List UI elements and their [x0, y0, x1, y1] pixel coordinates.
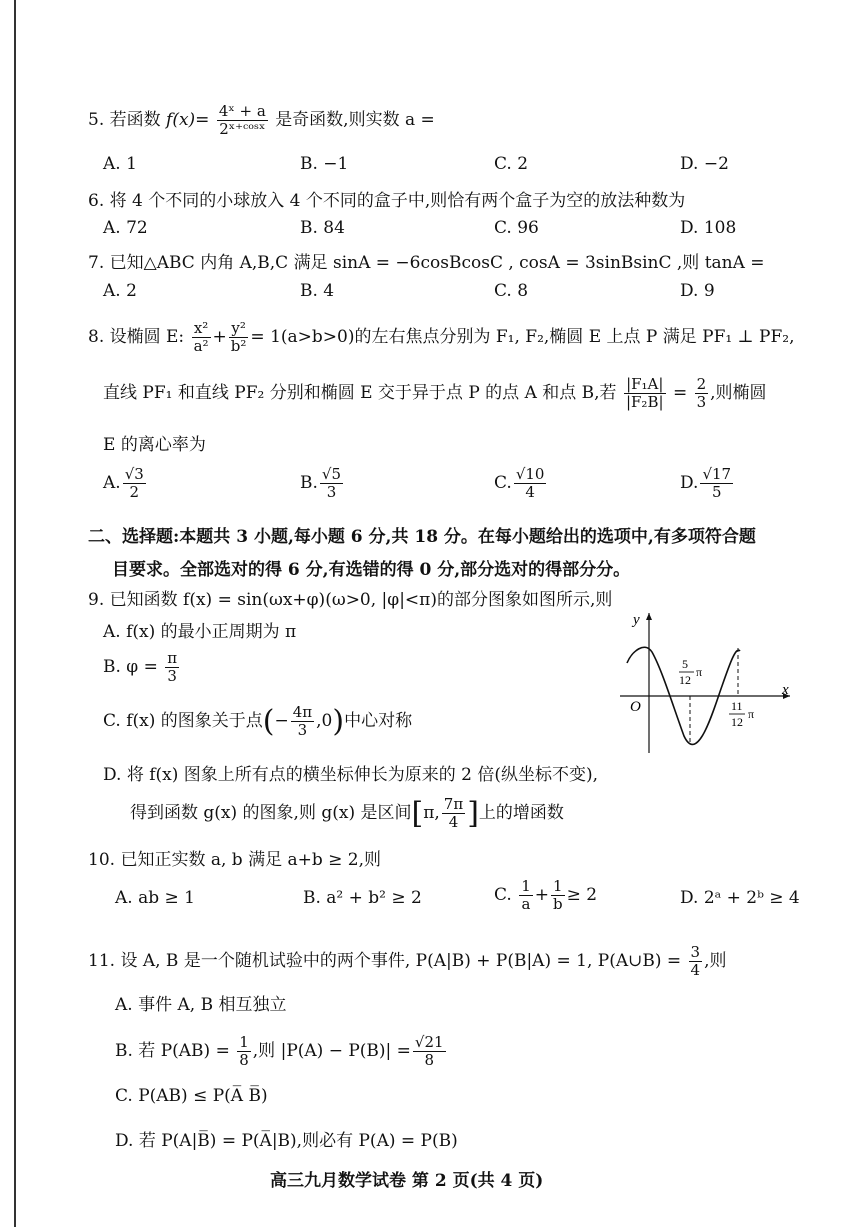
- q8-ratio-den: |F₂B|: [625, 393, 664, 411]
- q11-option-b: [115, 1034, 448, 1069]
- q9-option-c-den: 3: [297, 721, 308, 739]
- q8-stem-rest: = 1(a>b>0)的左右焦点分别为 F₁, F₂,椭圆 E 上点 P 满足 PF₁ ⊥ PF₂,: [250, 327, 795, 347]
- q7-option-a: A. 2: [103, 281, 137, 301]
- question-8-line2: [103, 376, 767, 411]
- q8-ratio-eq: =: [672, 383, 688, 403]
- q5-function: f(x)=: [166, 110, 210, 130]
- q10-option-c-plus: +: [534, 885, 550, 905]
- q11-option-a: A. 事件 A, B 相互独立: [115, 995, 287, 1015]
- q9-tick1-pi: π: [696, 665, 703, 679]
- q8-y-den: b²: [230, 337, 247, 355]
- q9-option-c: C. f(x) 的图象关于点(− $\frac{4\pi}{3}$ ,0)中心对称: [103, 703, 413, 739]
- q9-option-c-point: ,0: [316, 711, 333, 731]
- q7-option-b: B. 4: [300, 281, 335, 301]
- q10-option-c-rel: ≥ 2: [566, 885, 598, 905]
- q8-option-b-den: 3: [326, 483, 337, 501]
- q10-option-c-d1: a: [521, 895, 531, 913]
- q8-option-a-label: A.: [103, 473, 121, 493]
- q9-option-d-den: 4: [448, 813, 459, 831]
- section-2-heading-line1: 二、选择题:本题共 3 小题,每小题 6 分,共 18 分。在每小题给出的选项中,有多项符合题: [88, 527, 756, 547]
- q8-line2-text: 直线 PF₁ 和直线 PF₂ 分别和椭圆 E 交于异于点 P 的点 A 和点 B,若: [103, 383, 617, 403]
- page-edge-line: [14, 0, 16, 1227]
- q5-stem-prefix: 5. 若函数: [88, 110, 161, 130]
- q9-option-b-num: π: [167, 649, 178, 667]
- q9-option-b-den: 3: [167, 667, 177, 685]
- q8-option-c-label: C.: [494, 473, 512, 493]
- q9-sine-graph: [600, 608, 800, 758]
- q10-option-a: A. ab ≥ 1: [115, 888, 195, 908]
- q9-option-d-line1: D. 将 f(x) 图象上所有点的横坐标伸长为原来的 2 倍(纵坐标不变),: [103, 765, 599, 785]
- q6-option-d: D. 108: [680, 218, 737, 238]
- q9-tick1-den: 12: [679, 673, 691, 687]
- q8-ellipse-y-term: [229, 320, 249, 355]
- q6-option-c: C. 96: [494, 218, 539, 238]
- q7-option-c: C. 8: [494, 281, 529, 301]
- q8-y-num: y²: [229, 320, 249, 338]
- q9-option-c-text: C. f(x) 的图象关于点: [103, 711, 263, 731]
- q11-option-b-text: B. 若 P(AB) =: [115, 1041, 230, 1061]
- q5-option-d: D. −2: [680, 154, 729, 174]
- q11-stem-num: 3: [690, 943, 701, 961]
- q5-denominator: 2ˣ⁺ᶜᵒˢˣ: [219, 120, 266, 138]
- q10-option-c-label: C.: [494, 885, 512, 905]
- q8-x-den: a²: [193, 337, 209, 355]
- q11-option-b-mid: ,则 |P(A) − P(B)| =: [252, 1041, 411, 1061]
- q10-option-c: [494, 878, 597, 913]
- question-11-stem: [88, 944, 726, 979]
- q8-stem-prefix: 8. 设椭圆 E:: [88, 327, 185, 347]
- q9-x-label: x: [782, 682, 789, 698]
- q8-ellipse-x-term: [192, 320, 211, 355]
- q9-option-d-pi: π,: [423, 803, 440, 823]
- q8-ratio-value: [695, 376, 709, 411]
- q5-numerator: 4ˣ + a: [218, 102, 266, 120]
- question-6-stem: 6. 将 4 个不同的小球放入 4 个不同的盒子中,则恰有两个盒子为空的放法种数为: [88, 191, 686, 211]
- q9-y-label: y: [633, 612, 640, 628]
- q9-option-d-line2: 得到函数 g(x) 的图象,则 g(x) 是区间[π, $\frac{7\pi}{4}$ ]上的增函数: [130, 795, 564, 831]
- q11-stem-end: ,则: [704, 951, 727, 971]
- q11-option-c: C. P(AB) ≤ P(A̅ B̅): [115, 1086, 268, 1106]
- q9-option-b: [103, 650, 181, 685]
- q9-option-d-end: 上的增函数: [478, 803, 564, 823]
- q11-stem-den: 4: [690, 961, 701, 979]
- q9-tick1-num: 5: [682, 657, 688, 671]
- q9-tick2-pi: π: [748, 707, 755, 721]
- q8-line2-tail: ,则椭圆: [710, 383, 767, 403]
- q9-option-b-text: B. φ =: [103, 657, 158, 677]
- q9-tick2-den: 12: [731, 715, 743, 729]
- q8-option-d: [680, 466, 735, 501]
- q10-option-d: D. 2ᵃ + 2ᵇ ≥ 4: [680, 888, 800, 908]
- q7-option-d: D. 9: [680, 281, 715, 301]
- q8-ratio-value-num: 2: [696, 375, 707, 393]
- q9-option-c-end: 中心对称: [344, 711, 413, 731]
- q8-ratio-fraction: [624, 376, 666, 411]
- section-2-heading-line2: 目要求。全部选对的得 6 分,有选错的得 0 分,部分选对的得部分分。: [112, 560, 631, 580]
- q8-option-c-den: 4: [525, 483, 535, 501]
- page-footer: 高三九月数学试卷 第 2 页(共 4 页): [270, 1171, 544, 1191]
- q11-option-b-d2: 8: [424, 1051, 435, 1069]
- q5-stem-suffix: 是奇函数,则实数 a =: [275, 110, 435, 130]
- q10-option-c-n2: 1: [551, 878, 565, 896]
- q8-option-d-den: 5: [711, 483, 722, 501]
- q8-option-c-num: √10: [515, 465, 545, 483]
- q8-option-b: [300, 466, 345, 501]
- q9-origin-label: O: [630, 699, 641, 715]
- q8-ratio-value-den: 3: [696, 393, 707, 411]
- q11-option-d: D. 若 P(A|B̅) = P(A̅|B),则必有 P(A) = P(B): [115, 1131, 458, 1151]
- q5-option-c: C. 2: [494, 154, 529, 174]
- question-8-stem: 8. 设椭圆 E: $\frac{\text{x²}}{\text{a²}}$ + $\frac{\text{y²}}{\text{b²}}$ = 1(a>b>0)的左右焦点分别为 F₁, F₂,椭圆 E 上点 P 满足 PF₁ ⊥ PF₂,: [88, 319, 795, 355]
- q10-option-b: B. a² + b² ≥ 2: [303, 888, 422, 908]
- q8-ratio-num: |F₁A|: [624, 376, 666, 394]
- q9-option-c-num: 4π: [292, 703, 313, 721]
- q8-x-num: x²: [192, 320, 211, 338]
- q10-option-c-d2: b: [553, 895, 563, 913]
- q6-option-a: A. 72: [103, 218, 148, 238]
- q8-option-d-label: D.: [680, 473, 699, 493]
- q11-option-b-n2: √21: [414, 1033, 444, 1051]
- q8-option-a-num: √3: [124, 465, 144, 483]
- q8-option-d-num: √17: [702, 465, 732, 483]
- question-5-stem: [88, 103, 435, 138]
- question-10-stem: 10. 已知正实数 a, b 满足 a+b ≥ 2,则: [88, 850, 382, 870]
- q6-option-b: B. 84: [300, 218, 345, 238]
- question-8-line3: E 的离心率为: [103, 435, 206, 455]
- q9-y-arrow: [646, 613, 652, 620]
- q9-option-d-text: 得到函数 g(x) 的图象,则 g(x) 是区间: [130, 803, 412, 823]
- q5-fraction: [217, 103, 268, 138]
- q8-option-a: [103, 466, 148, 501]
- question-9-stem: 9. 已知函数 f(x) = sin(ωx+φ)(ω>0, |φ|<π)的部分图象如图所示,则: [88, 590, 613, 610]
- q9-option-c-neg: −: [274, 711, 289, 731]
- q9-option-d-num: 7π: [443, 795, 464, 813]
- q11-stem-text: 11. 设 A, B 是一个随机试验中的两个事件, P(A|B) + P(B|A) = 1, P(A∪B) =: [88, 951, 682, 971]
- q8-option-a-den: 2: [129, 483, 140, 501]
- q9-tick2-num: 11: [731, 699, 743, 713]
- question-7-stem: 7. 已知△ABC 内角 A,B,C 满足 sinA = −6cosBcosC , cosA = 3sinBsinC ,则 tanA =: [88, 253, 765, 273]
- q11-option-b-d: 8: [239, 1051, 249, 1069]
- q5-option-b: B. −1: [300, 154, 349, 174]
- q5-option-a: A. 1: [103, 154, 137, 174]
- q8-option-b-label: B.: [300, 473, 318, 493]
- q8-option-c: [494, 466, 548, 501]
- q11-option-b-n: 1: [239, 1033, 249, 1051]
- q10-option-c-n1: 1: [521, 877, 531, 895]
- q8-option-b-num: √5: [321, 465, 342, 483]
- q9-option-a: A. f(x) 的最小正周期为 π: [103, 622, 297, 642]
